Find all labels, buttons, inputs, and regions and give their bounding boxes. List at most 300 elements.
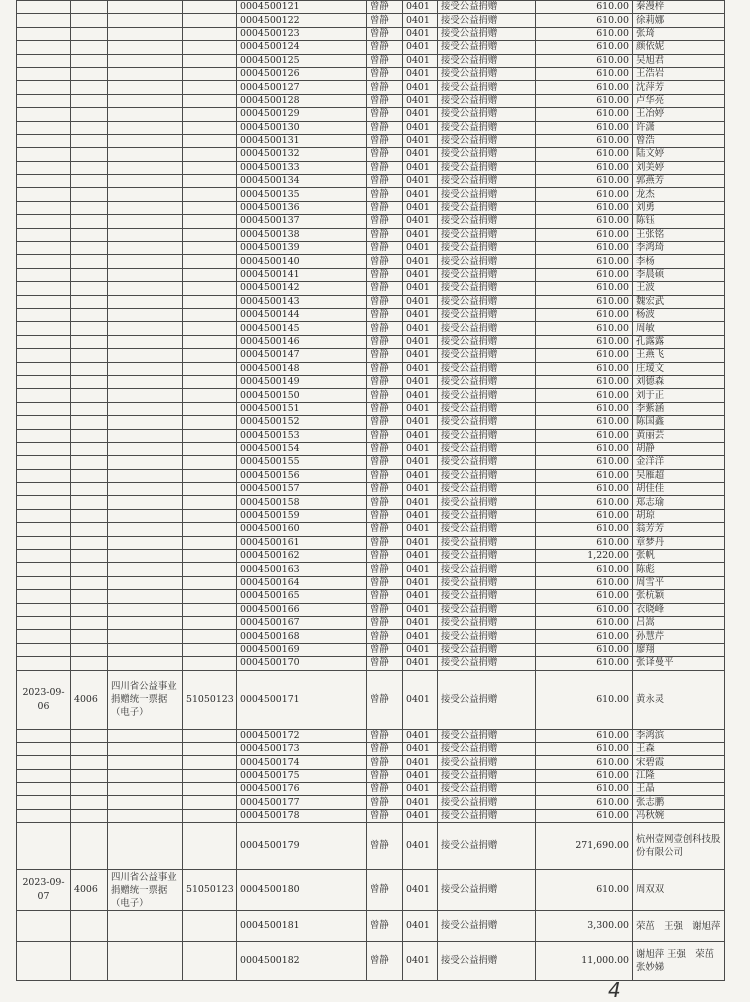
handler-cell: 曾静 — [367, 362, 403, 375]
ticket-code-cell — [183, 769, 237, 782]
handler-cell: 曾静 — [367, 523, 403, 536]
account-code-cell: 0401 — [403, 442, 438, 455]
donor-cell: 李紫涵 — [633, 402, 725, 415]
account-code-cell: 0401 — [403, 375, 438, 388]
amount-cell: 610.00 — [536, 134, 633, 147]
date-cell — [17, 523, 71, 536]
item-cell: 接受公益捐赠 — [438, 134, 536, 147]
ticket-name-cell — [108, 389, 183, 402]
amount-cell: 1,220.00 — [536, 550, 633, 563]
type-code-cell — [71, 108, 108, 121]
type-code-cell — [71, 308, 108, 321]
receipt-number-cell: 0004500169 — [237, 643, 367, 656]
item-cell: 接受公益捐赠 — [438, 643, 536, 656]
receipt-number-cell: 0004500168 — [237, 630, 367, 643]
date-cell — [17, 14, 71, 27]
account-code-cell: 0401 — [403, 161, 438, 174]
receipt-number-cell: 0004500176 — [237, 783, 367, 796]
table-row — [17, 616, 725, 629]
donor-cell: 黄永灵 — [633, 670, 725, 729]
receipt-number-cell: 0004500182 — [237, 942, 367, 981]
ticket-name-cell — [108, 809, 183, 822]
ticket-name-cell — [108, 134, 183, 147]
ticket-name-cell — [108, 942, 183, 981]
handler-cell: 曾静 — [367, 643, 403, 656]
ticket-name-cell — [108, 536, 183, 549]
date-cell — [17, 335, 71, 348]
donor-cell: 秦漫梓 — [633, 1, 725, 14]
donor-cell: 周双双 — [633, 870, 725, 911]
receipt-number-cell: 0004500172 — [237, 729, 367, 742]
donor-cell: 王森 — [633, 742, 725, 755]
ticket-name-cell — [108, 375, 183, 388]
amount-cell: 610.00 — [536, 175, 633, 188]
donor-cell: 王冶婷 — [633, 108, 725, 121]
amount-cell: 610.00 — [536, 14, 633, 27]
ticket-code-cell — [183, 590, 237, 603]
account-code-cell: 0401 — [403, 769, 438, 782]
amount-cell: 610.00 — [536, 796, 633, 809]
date-cell — [17, 148, 71, 161]
amount-cell: 610.00 — [536, 496, 633, 509]
receipt-number-cell: 0004500149 — [237, 375, 367, 388]
item-cell: 接受公益捐赠 — [438, 375, 536, 388]
amount-cell: 610.00 — [536, 255, 633, 268]
ticket-code-cell — [183, 67, 237, 80]
item-cell: 接受公益捐赠 — [438, 108, 536, 121]
ticket-name-cell — [108, 27, 183, 40]
table-row — [17, 823, 725, 870]
item-cell: 接受公益捐赠 — [438, 67, 536, 80]
item-cell: 接受公益捐赠 — [438, 536, 536, 549]
receipt-number-cell: 0004500134 — [237, 175, 367, 188]
donor-cell: 刘德森 — [633, 375, 725, 388]
date-cell — [17, 769, 71, 782]
handler-cell: 曾静 — [367, 148, 403, 161]
item-cell: 接受公益捐赠 — [438, 201, 536, 214]
account-code-cell: 0401 — [403, 823, 438, 870]
ticket-name-cell — [108, 308, 183, 321]
handler-cell: 曾静 — [367, 349, 403, 362]
item-cell: 接受公益捐赠 — [438, 54, 536, 67]
type-code-cell — [71, 402, 108, 415]
amount-cell: 610.00 — [536, 742, 633, 755]
table-row — [17, 911, 725, 942]
receipt-number-cell: 0004500156 — [237, 469, 367, 482]
type-code-cell — [71, 469, 108, 482]
ticket-code-cell — [183, 796, 237, 809]
ticket-name-cell — [108, 41, 183, 54]
account-code-cell: 0401 — [403, 14, 438, 27]
date-cell — [17, 942, 71, 981]
account-code-cell: 0401 — [403, 603, 438, 616]
handler-cell: 曾静 — [367, 729, 403, 742]
receipt-number-cell: 0004500163 — [237, 563, 367, 576]
account-code-cell: 0401 — [403, 429, 438, 442]
type-code-cell — [71, 148, 108, 161]
account-code-cell: 0401 — [403, 729, 438, 742]
ticket-name-cell — [108, 523, 183, 536]
account-code-cell: 0401 — [403, 796, 438, 809]
item-cell: 接受公益捐赠 — [438, 509, 536, 522]
item-cell: 接受公益捐赠 — [438, 308, 536, 321]
receipt-number-cell: 0004500122 — [237, 14, 367, 27]
handler-cell: 曾静 — [367, 268, 403, 281]
table-row — [17, 402, 725, 415]
ticket-code-cell — [183, 402, 237, 415]
date-cell — [17, 783, 71, 796]
table-row — [17, 242, 725, 255]
type-code-cell — [71, 282, 108, 295]
handler-cell: 曾静 — [367, 416, 403, 429]
account-code-cell: 0401 — [403, 349, 438, 362]
item-cell: 接受公益捐赠 — [438, 389, 536, 402]
table-row — [17, 729, 725, 742]
account-code-cell: 0401 — [403, 563, 438, 576]
receipt-number-cell: 0004500153 — [237, 429, 367, 442]
amount-cell: 610.00 — [536, 94, 633, 107]
ticket-name-cell — [108, 469, 183, 482]
donor-cell: 王晶 — [633, 783, 725, 796]
amount-cell: 610.00 — [536, 282, 633, 295]
account-code-cell: 0401 — [403, 670, 438, 729]
table-row — [17, 201, 725, 214]
date-cell: 2023-09-06 — [17, 670, 71, 729]
donor-cell: 杭州壹网壹创科技股份有限公司 — [633, 823, 725, 870]
date-cell — [17, 416, 71, 429]
page-number: 4 — [608, 978, 621, 1002]
item-cell: 接受公益捐赠 — [438, 523, 536, 536]
account-code-cell: 0401 — [403, 27, 438, 40]
donor-cell: 刘美婷 — [633, 161, 725, 174]
account-code-cell: 0401 — [403, 175, 438, 188]
donor-cell: 李鸿滨 — [633, 729, 725, 742]
date-cell — [17, 54, 71, 67]
date-cell — [17, 469, 71, 482]
amount-cell: 271,690.00 — [536, 823, 633, 870]
table-row — [17, 134, 725, 147]
ticket-name-cell — [108, 81, 183, 94]
amount-cell: 610.00 — [536, 1, 633, 14]
account-code-cell: 0401 — [403, 41, 438, 54]
receipt-number-cell: 0004500121 — [237, 1, 367, 14]
type-code-cell — [71, 742, 108, 755]
receipt-number-cell: 0004500162 — [237, 550, 367, 563]
account-code-cell: 0401 — [403, 469, 438, 482]
date-cell — [17, 94, 71, 107]
handler-cell: 曾静 — [367, 657, 403, 670]
amount-cell: 610.00 — [536, 469, 633, 482]
ticket-name-cell — [108, 402, 183, 415]
item-cell: 接受公益捐赠 — [438, 670, 536, 729]
item-cell: 接受公益捐赠 — [438, 756, 536, 769]
handler-cell: 曾静 — [367, 175, 403, 188]
type-code-cell — [71, 729, 108, 742]
ticket-code-cell — [183, 911, 237, 942]
ticket-code-cell — [183, 442, 237, 455]
type-code-cell — [71, 362, 108, 375]
date-cell — [17, 630, 71, 643]
donor-cell: 吕嵩 — [633, 616, 725, 629]
account-code-cell: 0401 — [403, 756, 438, 769]
type-code-cell — [71, 134, 108, 147]
handler-cell: 曾静 — [367, 322, 403, 335]
receipt-number-cell: 0004500151 — [237, 402, 367, 415]
table-row — [17, 295, 725, 308]
table-row — [17, 335, 725, 348]
amount-cell: 610.00 — [536, 201, 633, 214]
item-cell: 接受公益捐赠 — [438, 215, 536, 228]
handler-cell: 曾静 — [367, 161, 403, 174]
amount-cell: 610.00 — [536, 41, 633, 54]
item-cell: 接受公益捐赠 — [438, 630, 536, 643]
date-cell — [17, 729, 71, 742]
ticket-code-cell — [183, 536, 237, 549]
ticket-name-cell — [108, 456, 183, 469]
table-row — [17, 870, 725, 911]
handler-cell: 曾静 — [367, 308, 403, 321]
ticket-code-cell — [183, 41, 237, 54]
date-cell — [17, 349, 71, 362]
ticket-name-cell — [108, 416, 183, 429]
item-cell: 接受公益捐赠 — [438, 911, 536, 942]
ticket-code-cell — [183, 809, 237, 822]
ticket-name-cell — [108, 362, 183, 375]
account-code-cell: 0401 — [403, 215, 438, 228]
donor-cell: 陈彪 — [633, 563, 725, 576]
account-code-cell: 0401 — [403, 416, 438, 429]
ticket-name-cell — [108, 576, 183, 589]
handler-cell: 曾静 — [367, 108, 403, 121]
amount-cell: 610.00 — [536, 389, 633, 402]
handler-cell: 曾静 — [367, 590, 403, 603]
table-row — [17, 375, 725, 388]
ticket-name-cell — [108, 796, 183, 809]
amount-cell: 11,000.00 — [536, 942, 633, 981]
receipt-number-cell: 0004500137 — [237, 215, 367, 228]
handler-cell: 曾静 — [367, 509, 403, 522]
donor-cell: 刘勇 — [633, 201, 725, 214]
account-code-cell: 0401 — [403, 94, 438, 107]
donor-cell: 王燕飞 — [633, 349, 725, 362]
ticket-name-cell — [108, 161, 183, 174]
handler-cell: 曾静 — [367, 67, 403, 80]
table-row — [17, 769, 725, 782]
item-cell: 接受公益捐赠 — [438, 362, 536, 375]
account-code-cell: 0401 — [403, 282, 438, 295]
account-code-cell: 0401 — [403, 496, 438, 509]
item-cell: 接受公益捐赠 — [438, 769, 536, 782]
date-cell — [17, 402, 71, 415]
handler-cell: 曾静 — [367, 121, 403, 134]
ticket-code-cell — [183, 27, 237, 40]
item-cell: 接受公益捐赠 — [438, 590, 536, 603]
receipt-number-cell: 0004500179 — [237, 823, 367, 870]
donor-cell: 吴雁超 — [633, 469, 725, 482]
date-cell — [17, 27, 71, 40]
account-code-cell: 0401 — [403, 362, 438, 375]
handler-cell: 曾静 — [367, 255, 403, 268]
date-cell — [17, 228, 71, 241]
handler-cell: 曾静 — [367, 375, 403, 388]
type-code-cell — [71, 121, 108, 134]
item-cell: 接受公益捐赠 — [438, 148, 536, 161]
amount-cell: 610.00 — [536, 67, 633, 80]
account-code-cell: 0401 — [403, 121, 438, 134]
donor-cell: 陈国鑫 — [633, 416, 725, 429]
account-code-cell: 0401 — [403, 911, 438, 942]
ticket-name-cell — [108, 255, 183, 268]
ticket-code-cell — [183, 188, 237, 201]
type-code-cell — [71, 783, 108, 796]
item-cell: 接受公益捐赠 — [438, 603, 536, 616]
amount-cell: 610.00 — [536, 616, 633, 629]
receipt-number-cell: 0004500152 — [237, 416, 367, 429]
donor-cell: 谢旭萍 王强 荣茁 张妙娣 — [633, 942, 725, 981]
amount-cell: 610.00 — [536, 509, 633, 522]
handler-cell: 曾静 — [367, 429, 403, 442]
item-cell: 接受公益捐赠 — [438, 576, 536, 589]
handler-cell: 曾静 — [367, 942, 403, 981]
amount-cell: 610.00 — [536, 402, 633, 415]
date-cell — [17, 255, 71, 268]
type-code-cell — [71, 483, 108, 496]
type-code-cell — [71, 295, 108, 308]
handler-cell: 曾静 — [367, 389, 403, 402]
date-cell — [17, 550, 71, 563]
donor-cell: 张琦 — [633, 27, 725, 40]
ticket-code-cell — [183, 469, 237, 482]
account-code-cell: 0401 — [403, 389, 438, 402]
type-code-cell — [71, 769, 108, 782]
handler-cell: 曾静 — [367, 742, 403, 755]
account-code-cell: 0401 — [403, 942, 438, 981]
account-code-cell: 0401 — [403, 402, 438, 415]
ticket-name-cell — [108, 729, 183, 742]
item-cell: 接受公益捐赠 — [438, 550, 536, 563]
table-row — [17, 550, 725, 563]
ticket-code-cell — [183, 643, 237, 656]
receipt-number-cell: 0004500145 — [237, 322, 367, 335]
date-cell — [17, 536, 71, 549]
item-cell: 接受公益捐赠 — [438, 161, 536, 174]
donor-cell: 徐莉娜 — [633, 14, 725, 27]
receipt-number-cell: 0004500175 — [237, 769, 367, 782]
table-row — [17, 657, 725, 670]
date-cell — [17, 809, 71, 822]
receipt-number-cell: 0004500128 — [237, 94, 367, 107]
donor-cell: 陈钰 — [633, 215, 725, 228]
ticket-code-cell — [183, 823, 237, 870]
handler-cell: 曾静 — [367, 134, 403, 147]
type-code-cell — [71, 14, 108, 27]
type-code-cell — [71, 375, 108, 388]
table-row — [17, 121, 725, 134]
date-cell — [17, 188, 71, 201]
item-cell: 接受公益捐赠 — [438, 796, 536, 809]
table-row — [17, 282, 725, 295]
table-row — [17, 255, 725, 268]
ticket-code-cell — [183, 268, 237, 281]
receipt-number-cell: 0004500173 — [237, 742, 367, 755]
donor-cell: 吴旭君 — [633, 54, 725, 67]
ticket-code-cell — [183, 416, 237, 429]
ticket-name-cell — [108, 201, 183, 214]
table-row — [17, 349, 725, 362]
table-row — [17, 148, 725, 161]
item-cell: 接受公益捐赠 — [438, 27, 536, 40]
table-row — [17, 27, 725, 40]
ticket-name-cell — [108, 590, 183, 603]
amount-cell: 610.00 — [536, 54, 633, 67]
type-code-cell: 4006 — [71, 870, 108, 911]
ticket-code-cell — [183, 94, 237, 107]
type-code-cell — [71, 27, 108, 40]
receipt-number-cell: 0004500139 — [237, 242, 367, 255]
date-cell — [17, 576, 71, 589]
item-cell: 接受公益捐赠 — [438, 94, 536, 107]
date-cell — [17, 590, 71, 603]
item-cell: 接受公益捐赠 — [438, 563, 536, 576]
donor-cell: 张译曼平 — [633, 657, 725, 670]
account-code-cell: 0401 — [403, 255, 438, 268]
account-code-cell: 0401 — [403, 242, 438, 255]
type-code-cell — [71, 643, 108, 656]
donor-cell: 曾浩 — [633, 134, 725, 147]
amount-cell: 610.00 — [536, 429, 633, 442]
type-code-cell — [71, 335, 108, 348]
item-cell: 接受公益捐赠 — [438, 322, 536, 335]
receipt-number-cell: 0004500142 — [237, 282, 367, 295]
item-cell: 接受公益捐赠 — [438, 255, 536, 268]
amount-cell: 610.00 — [536, 362, 633, 375]
donor-cell: 颜依妮 — [633, 41, 725, 54]
amount-cell: 610.00 — [536, 483, 633, 496]
item-cell: 接受公益捐赠 — [438, 729, 536, 742]
account-code-cell: 0401 — [403, 523, 438, 536]
receipt-number-cell: 0004500143 — [237, 295, 367, 308]
date-cell — [17, 389, 71, 402]
receipt-number-cell: 0004500123 — [237, 27, 367, 40]
item-cell: 接受公益捐赠 — [438, 483, 536, 496]
type-code-cell — [71, 657, 108, 670]
ticket-code-cell — [183, 1, 237, 14]
item-cell: 接受公益捐赠 — [438, 942, 536, 981]
amount-cell: 610.00 — [536, 769, 633, 782]
date-cell — [17, 81, 71, 94]
type-code-cell — [71, 496, 108, 509]
handler-cell: 曾静 — [367, 335, 403, 348]
date-cell — [17, 242, 71, 255]
amount-cell: 610.00 — [536, 308, 633, 321]
donor-cell: 刘于正 — [633, 389, 725, 402]
item-cell: 接受公益捐赠 — [438, 416, 536, 429]
account-code-cell: 0401 — [403, 643, 438, 656]
handler-cell: 曾静 — [367, 670, 403, 729]
handler-cell: 曾静 — [367, 616, 403, 629]
item-cell: 接受公益捐赠 — [438, 175, 536, 188]
table-row — [17, 742, 725, 755]
donor-cell: 陆文婷 — [633, 148, 725, 161]
type-code-cell — [71, 911, 108, 942]
receipt-number-cell: 0004500133 — [237, 161, 367, 174]
date-cell — [17, 282, 71, 295]
account-code-cell: 0401 — [403, 188, 438, 201]
amount-cell: 610.00 — [536, 228, 633, 241]
amount-cell: 610.00 — [536, 295, 633, 308]
item-cell: 接受公益捐赠 — [438, 456, 536, 469]
donor-cell: 孙慧芹 — [633, 630, 725, 643]
